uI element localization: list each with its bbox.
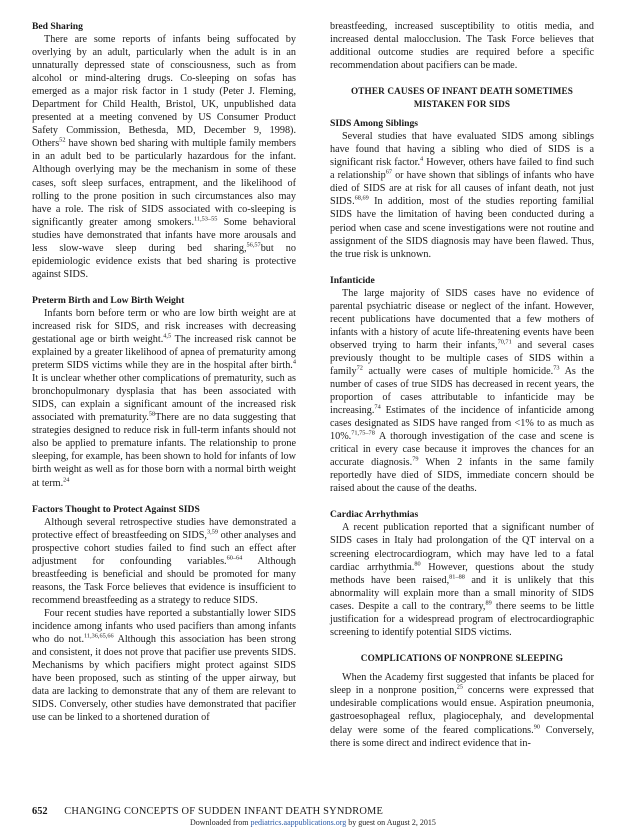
citation: 4 (420, 155, 424, 163)
citation: 80 (414, 560, 421, 568)
citation: 52 (59, 136, 66, 144)
citation: 74 (374, 403, 381, 411)
heading-bed-sharing: Bed Sharing (32, 21, 83, 32)
right-column (330, 20, 594, 750)
paragraph-bed-sharing: There are some reports of infants being suffocated by overlying by an adult, particularly when the adult is in an unnaturally depressed state of consciousness, such as from alcohol or mind-altering drugs. Co-sleeping on sofas has emerged as a major risk factor in 1 study (Peter J. Fleming, Department for Child Health, Bristol, UK, unpublished data presented at a meeting convened by US Consumer Product Safety Commission, Bethesda, MD, December 9, 1998). Others$^{52}$ have shown bed sharing with multiple family members in an adult bed to be particularly hazardous for the infant. Although overlying may be the mechanism in some of these cases, soft sleep surfaces, entrapment, and the likelihood of rolling to the prone position in such circumstances also may have a role. The risk of SIDS associated with co-sleeping is significantly greater among smokers.$^{11,53-55}$ Some behavioral studies have demonstrated that infants have more arousals and less slow-wave sleep during bed sharing,$^{56,57}$but no epidemiologic evidence exists that bed sharing is protective against SIDS. (32, 34, 296, 280)
running-title: CHANGING CONCEPTS OF SUDDEN INFANT DEATH SYNDROME (64, 806, 384, 817)
citation: 11,53–55 (194, 215, 218, 223)
citation: 56,57 (246, 241, 261, 249)
citation: 60–64 (226, 554, 243, 562)
citation: 3,59 (206, 528, 218, 536)
citation: 72 (356, 364, 363, 372)
paragraph-infanticide: The large majority of SIDS cases have no evidence of parental psychiatric disease or neglect of the infant. However, recent publications have documented that a few mothers of infants with a history of acute life-threatening events have been observed trying to harm their infants,$^{70,71}$ and several cases previously thought to be multiple cases of SIDS within a family$^{72}$ actually were cases of multiple homicide.$^{73}$ As the number of cases of true SIDS has decreased in recent years, the proportion of cases attributable to infanticide may be increasing.$^{74}$ Estimates of the incidence of infanticide among cases designated as SIDS have ranged from <1% to as much as 10%.$^{71,75-78}$ A thorough investigation of the case and scene is critical in every case because it improves the chances for an accurate diagnosis.$^{79}$ When 2 infants in the same family reportedly have died of SIDS, immediate concern should be raised about the cause of the deaths. (330, 287, 594, 495)
page-number: 652 (32, 806, 48, 817)
left-column (32, 20, 296, 724)
citation: 79 (412, 455, 419, 463)
citation: 11,36,65,66 (84, 632, 114, 640)
heading-infanticide: Infanticide (330, 274, 375, 286)
citation: 68,69 (354, 195, 369, 203)
citation: 25 (456, 683, 464, 691)
citation: 81–88 (449, 573, 465, 581)
paragraph-breastfeeding: Although several retrospective studies have demonstrated a protective effect of breastfeeding on SIDS,$^{3,59}$ other analyses and prospective cohort studies failed to find such an effect after adjustment for confounding variables.$^{60-64}$ Although breastfeeding is beneficial and should be promoted for many reasons, the Task Force believes that evidence is insufficient to recommend breastfeeding as a strategy to reduce SIDS. (32, 516, 296, 606)
paragraph-continuation: breastfeeding, increased susceptibility to otitis media, and increased dental malocclusion. The Task Force believes that additional outcome studies are required before a specific recommendation about pacifiers can be made. (330, 21, 594, 72)
citation: 24 (63, 476, 70, 484)
heading-cardiac-arrhythmias: Cardiac Arrhythmias (330, 509, 419, 521)
citation: 71,75–78 (351, 429, 375, 437)
citation: 4,5 (163, 332, 172, 340)
download-link[interactable]: pediatrics.aappublications.org (250, 818, 347, 827)
paragraph-complications: When the Academy first suggested that infants be placed for sleep in a nonprone position,$^{25}$ concerns were expressed that undesirable complications would ensue. Aspiration pneumonia, gastroesophageal reflux, plagiocephaly, and developmental delay were some of the feared complications.$^{90}$ Conversely, there is some direct and indirect evidence that in- (330, 672, 594, 749)
section-heading-complications: COMPLICATIONS OF NONPRONE SLEEPING (360, 652, 564, 663)
citation: 73 (553, 364, 560, 372)
paragraph-preterm-birth: Infants born before term or who are low birth weight are at increased risk for SIDS, and risk increases with decreasing gestational age or birth weight.$^{4,5}$ The increased risk cannot be explained by a greater likelihood of apnea of prematurity among preterm SIDS victims while they are in the hospital after birth.$^4$ It is unclear whether other complications of prematurity, such as bronchopulmonary dysplasia that has been associated with SIDS, can explain a significant amount of the increased risk associated with prematurity.$^{58}$There are no data suggesting that strategies designed to reduce risk in full-term infants should not also be applied to premature infants. The relationship to prone sleeping, for example, has been shown to hold for infants of low birth weight as well as for those born with a normal birth weight at term.$^{24}$ (32, 307, 297, 489)
paragraph-sids-siblings: Several studies that have evaluated SIDS among siblings have found that having a sibling who died of SIDS is a significant risk factor.$^4$ However, others have failed to find such a relationship$^{67}$ or have shown that siblings of infants who have died of SIDS are at risk for all causes of infant death, not just SIDS.$^{68,69}$ In addition, most of the studies reporting familial SIDS have the limitation of having been conducted during a period when case and scene investigations were not routine and assignment of the SIDS diagnosis may have been flawed. Thus, the true risk is unknown. (330, 131, 594, 260)
download-notice: Downloaded from pediatrics.aappublications.org by guest on August 2, 2015 (190, 818, 436, 827)
heading-protective-factors: Factors Thought to Protect Against SIDS (32, 503, 200, 515)
section-heading-other-causes: OTHER CAUSES OF INFANT DEATH SOMETIMES MISTAKEN FOR SIDS (350, 86, 574, 109)
page-footer (32, 806, 383, 817)
paragraph-cardiac-arrhythmias: A recent publication reported that a significant number of SIDS cases in Italy had prolongation of the QT interval on a screening electrocardiogram, which may have led to a fatal cardiac arrhythmia.$^{80}$ However, questions about the study methods have been raised,$^{81-88}$ and it is unlikely that this abnormality will explain more than a small minority of SIDS cases. Despite a call to the contrary,$^{89}$ there seems to be little justification for a widespread program of electrocardiographic screening to identify potential SIDS victims. (330, 522, 594, 638)
paragraph-pacifiers: Four recent studies have reported a substantially lower SIDS incidence among infants who used pacifiers than among infants who do not.$^{11,36,65,66}$ Although this association has been strong and consistent, it does not prove that pacifier use prevents SIDS. Mechanisms by which pacifiers might protect against SIDS have been proposed, such as stinting of the upper airway, but data are lacking to demonstrate that any of them are relevant to SIDS. Conversely, other studies have demonstrated that pacifier use can be linked to a shortened duration of (32, 607, 296, 724)
citation: 58 (148, 410, 156, 418)
citation: 90 (533, 723, 540, 731)
citation: 70,71 (497, 338, 512, 346)
heading-sids-siblings: SIDS Among Siblings (330, 118, 418, 130)
citation: 67 (385, 168, 392, 176)
citation: 4 (292, 358, 296, 366)
citation: 89 (485, 599, 492, 607)
heading-preterm-birth: Preterm Birth and Low Birth Weight (32, 294, 185, 306)
